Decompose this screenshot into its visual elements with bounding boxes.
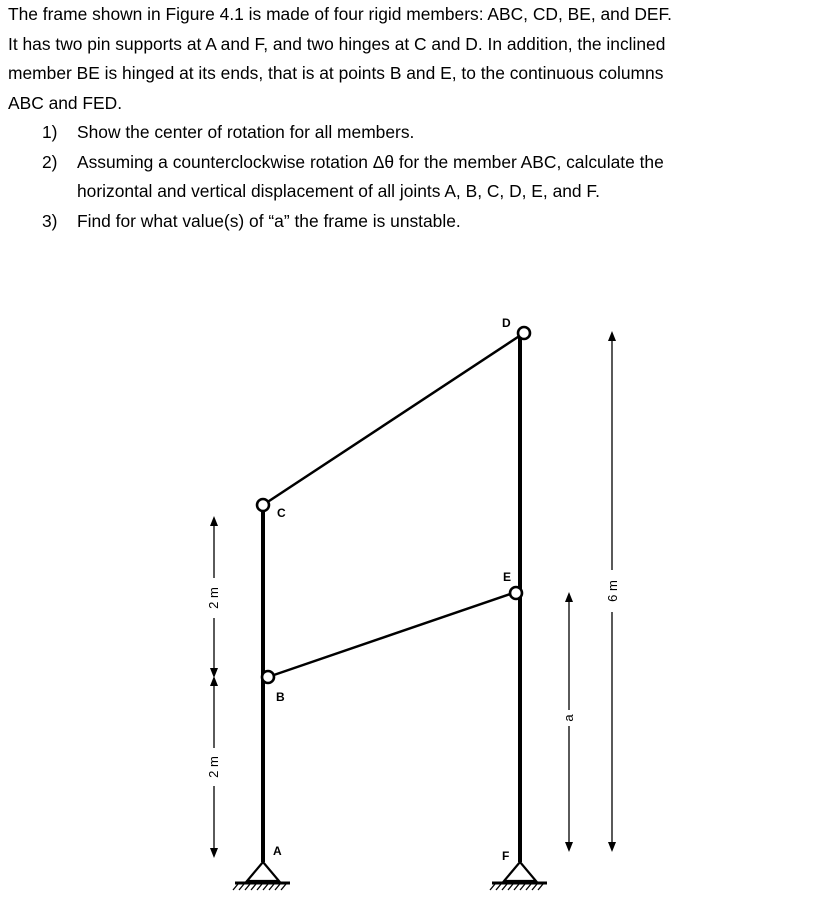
question-text: horizontal and vertical displacement of all joints A, B, C, D, E, and F.: [77, 181, 600, 201]
question-text: Assuming a counterclockwise rotation Δθ for the member ABC, calculate the: [77, 151, 664, 172]
hinge-d: [518, 327, 530, 339]
intro-line: The frame shown in Figure 4.1 is made of four rigid members: ABC, CD, BE, and DEF.: [8, 4, 673, 24]
intro-line: ABC and FED.: [8, 92, 123, 113]
dimension-lower-2m-label: 2 m: [206, 756, 221, 778]
label-d: D: [502, 316, 511, 330]
label-f: F: [502, 849, 510, 863]
pin-support-f: [490, 862, 547, 890]
question-text: Find for what value(s) of “a” the frame is unstable.: [77, 210, 461, 231]
hinge-c: [257, 499, 269, 511]
question-text: Show the center of rotation for all members.: [77, 122, 415, 142]
member-be: [268, 592, 516, 677]
label-a: A: [273, 844, 282, 858]
label-c: C: [277, 506, 286, 520]
hinge-b: [262, 671, 274, 683]
intro-line: member BE is hinged at its ends, that is at points B and E, to the continuous columns: [8, 63, 664, 83]
label-e: E: [503, 570, 512, 584]
question-number: 3): [42, 210, 58, 231]
question-number: 1): [42, 122, 58, 142]
pin-support-a: [233, 862, 290, 890]
dimension-a-label: a: [561, 714, 576, 722]
hinge-e: [510, 587, 522, 599]
question-number: 2): [42, 151, 58, 172]
label-b: B: [276, 690, 285, 704]
member-cd: [263, 333, 524, 505]
dimension-upper-2m-label: 2 m: [206, 587, 221, 609]
intro-line: It has two pin supports at A and F, and two hinges at C and D. In addition, the inclined: [8, 33, 666, 54]
dimension-6m-label: 6 m: [605, 580, 620, 602]
